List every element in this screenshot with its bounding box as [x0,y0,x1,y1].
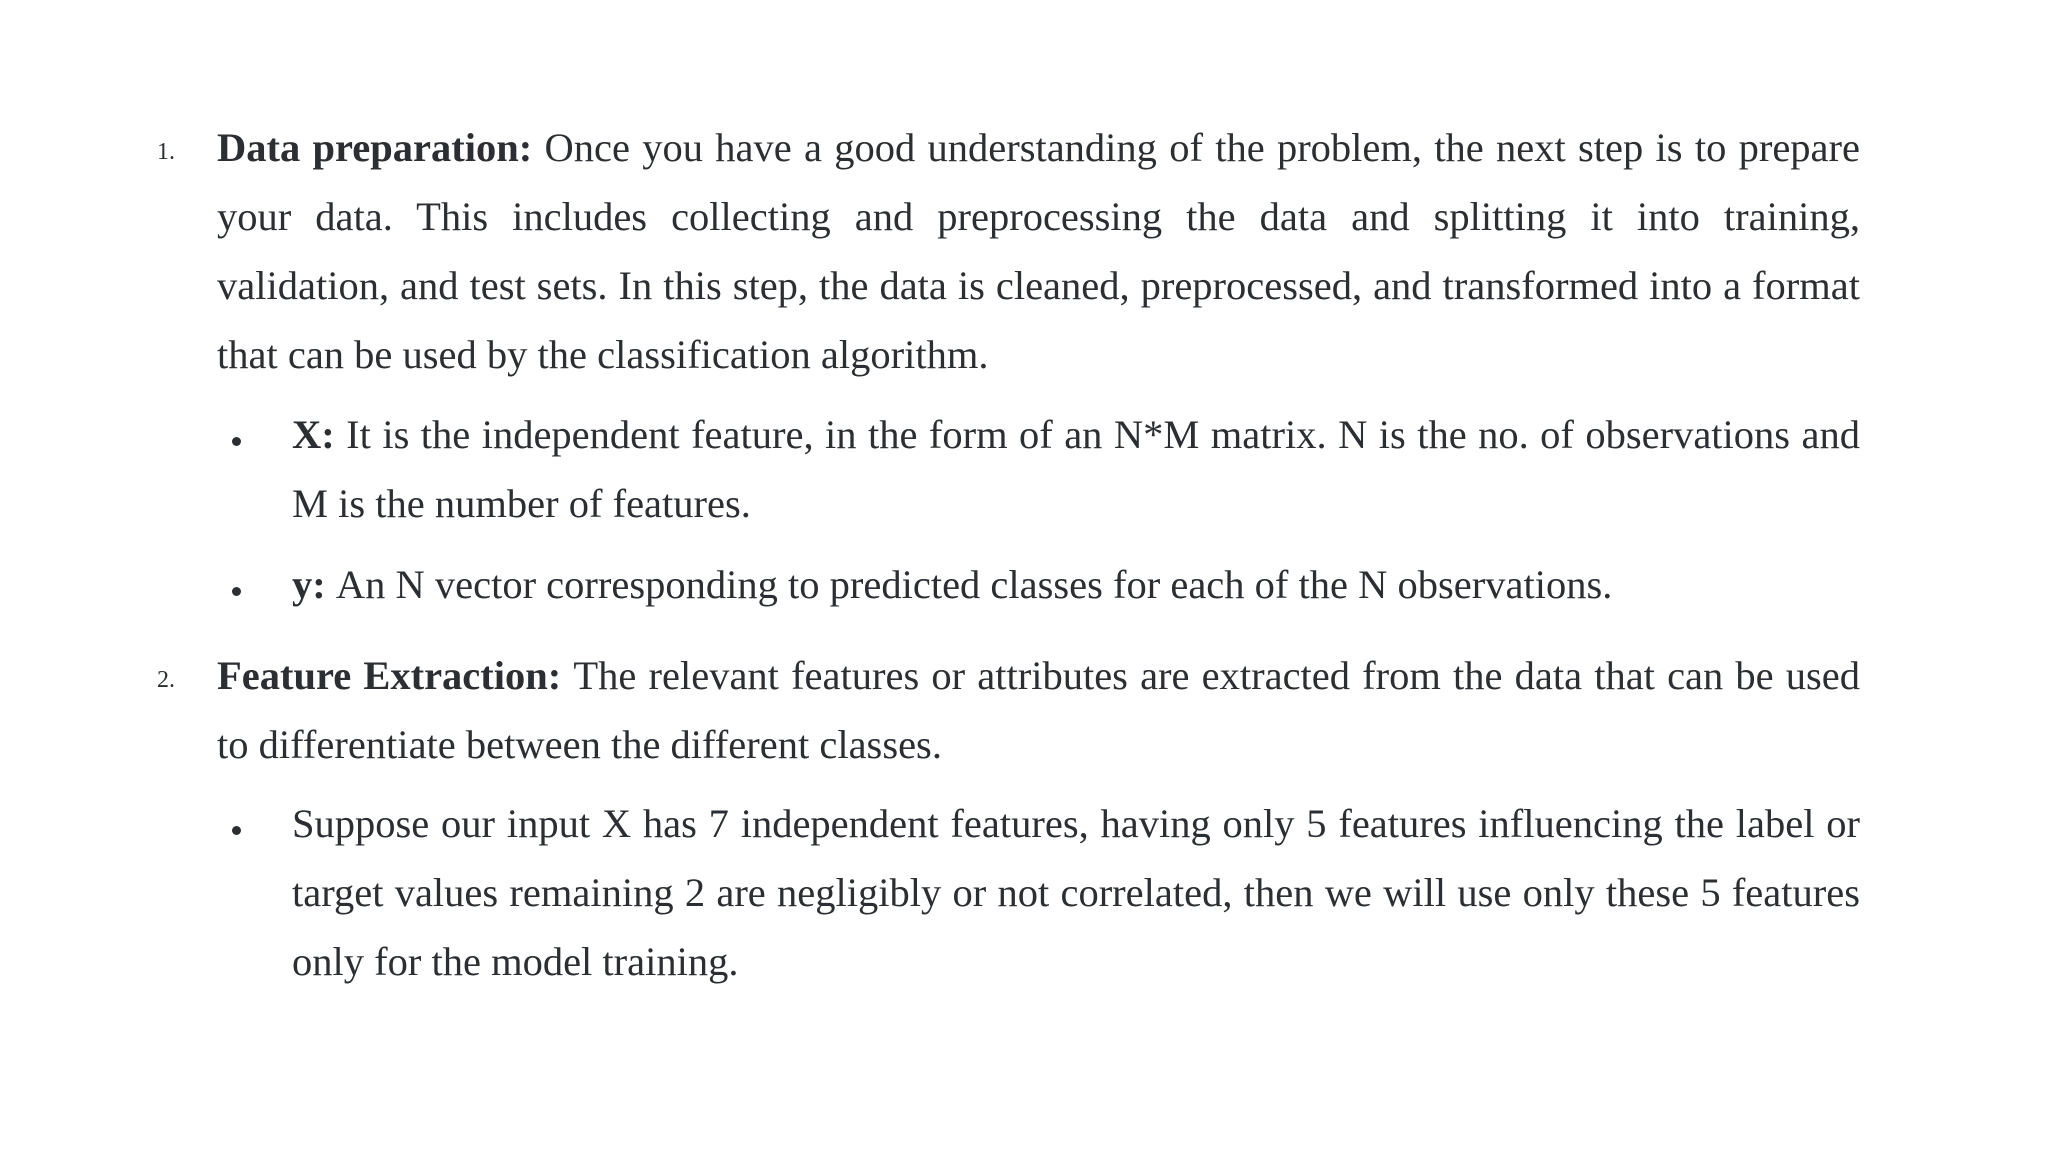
bullet-body: Suppose our input X has 7 independent features, having only 5 features influencing the label or target values remaining 2 are negligibly or not correlated, then we will use only these 5 features only for the model training. [292,801,1860,984]
item-paragraph [217,113,1860,389]
bullet-body: An N vector corresponding to predicted classes for each of the N observations. [335,562,1613,607]
bullet-text [292,550,1860,619]
item-paragraph [217,641,1860,779]
bullet-body: It is the independent feature, in the form of an N*M matrix. N is the no. of observations and M is the number of features. [292,412,1860,526]
list-number: 2. [157,667,175,693]
bullet-dot-icon [232,587,241,596]
list-number: 1. [157,139,175,165]
bullet-text [292,400,1860,538]
bullet-dot-icon [232,437,241,446]
item-title: Data preparation: [217,125,545,170]
bullet-text [292,789,1860,996]
item-title: Feature Extraction: [217,653,574,698]
bullet-label: X: [292,412,347,457]
item-text: The relevant features or attributes are extracted from the data that can be used to differentiate between the different classes. [217,653,1860,767]
bullet-label: y: [292,562,336,607]
item-text: Once you have a good understanding of the problem, the next step is to prepare your data. This includes collecting and preprocessing the data and splitting it into training, validation, and test sets. In this step, the data is cleaned, preprocessed, and transformed into a format that can be used by the classification algorithm. [217,125,1860,377]
bullet-dot-icon [232,826,241,835]
